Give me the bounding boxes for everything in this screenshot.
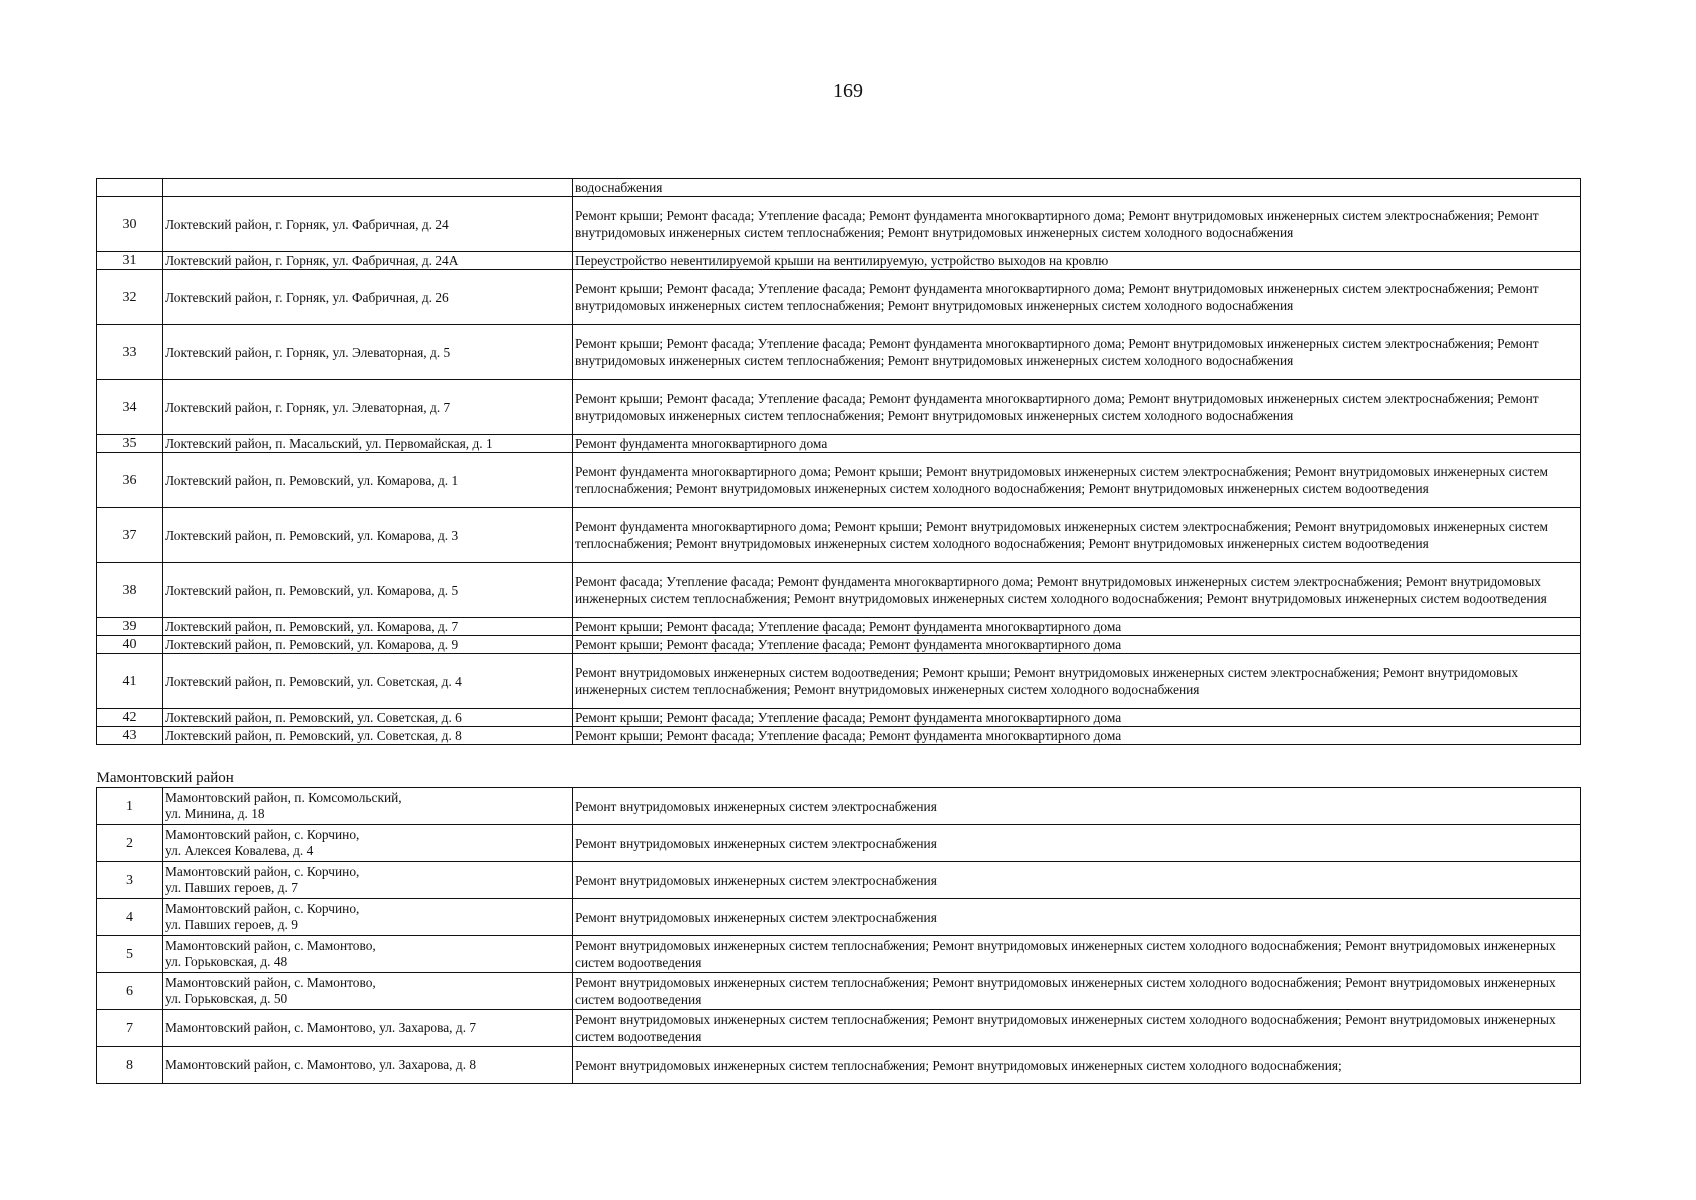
loktevsky-rows <box>97 179 1581 745</box>
address-cell <box>163 862 573 899</box>
row-number: 5 <box>97 936 163 973</box>
works-cell: Ремонт крыши; Ремонт фасада; Утепление фасада; Ремонт фундамента многоквартирного дома; Ремонт внутридомовых инженерных систем электроснабжения; Ремонт внутридомовых инженерных систем теплоснабжения; Ремонт внутридомовых инженерных систем холодного водоснабжения <box>573 197 1581 252</box>
address-cell: Локтевский район, г. Горняк, ул. Элеваторная, д. 7 <box>163 380 573 435</box>
address-cell: Локтевский район, п. Ремовский, ул. Комарова, д. 9 <box>163 636 573 654</box>
table-row <box>97 788 1581 825</box>
works-cell: Ремонт крыши; Ремонт фасада; Утепление фасада; Ремонт фундамента многоквартирного дома; Ремонт внутридомовых инженерных систем электроснабжения; Ремонт внутридомовых инженерных систем теплоснабжения; Ремонт внутридомовых инженерных систем холодного водоснабжения <box>573 325 1581 380</box>
works-cell: Ремонт фундамента многоквартирного дома; Ремонт крыши; Ремонт внутридомовых инженерных систем электроснабжения; Ремонт внутридомовых инженерных систем теплоснабжения; Ремонт внутридомовых инженерных систем холодного водоснабжения; Ремонт внутридомовых инженерных систем водоотведения <box>573 453 1581 508</box>
address-cell <box>163 899 573 936</box>
address-line: Мамонтовский район, с. Корчино, <box>165 901 360 916</box>
table-row <box>97 618 1581 636</box>
row-number: 35 <box>97 435 163 453</box>
address-line: Мамонтовский район, с. Мамонтово, <box>165 938 376 953</box>
row-number: 30 <box>97 197 163 252</box>
row-number: 34 <box>97 380 163 435</box>
address-cell: Локтевский район, п. Ремовский, ул. Советская, д. 4 <box>163 654 573 709</box>
table-row <box>97 270 1581 325</box>
row-number: 3 <box>97 862 163 899</box>
table-row <box>97 899 1581 936</box>
row-number: 33 <box>97 325 163 380</box>
address-cell: Локтевский район, г. Горняк, ул. Фабричная, д. 24 <box>163 197 573 252</box>
works-cell: Ремонт внутридомовых инженерных систем теплоснабжения; Ремонт внутридомовых инженерных систем холодного водоснабжения; Ремонт внутридомовых инженерных систем водоотведения <box>573 1010 1581 1047</box>
address-line: ул. Алексея Ковалева, д. 4 <box>165 843 314 858</box>
address-line: ул. Павших героев, д. 7 <box>165 880 298 895</box>
works-cell: Ремонт крыши; Ремонт фасада; Утепление фасада; Ремонт фундамента многоквартирного дома; Ремонт внутридомовых инженерных систем электроснабжения; Ремонт внутридомовых инженерных систем теплоснабжения; Ремонт внутридомовых инженерных систем холодного водоснабжения <box>573 380 1581 435</box>
address-cell <box>163 936 573 973</box>
table-row <box>97 709 1581 727</box>
spacer-cell <box>97 745 1581 770</box>
works-cell: Ремонт внутридомовых инженерных систем теплоснабжения; Ремонт внутридомовых инженерных систем холодного водоснабжения; <box>573 1047 1581 1084</box>
address-cell <box>163 179 573 197</box>
address-line: ул. Горьковская, д. 50 <box>165 991 288 1006</box>
address-cell: Локтевский район, г. Горняк, ул. Фабричная, д. 26 <box>163 270 573 325</box>
row-number: 7 <box>97 1010 163 1047</box>
table-row <box>97 252 1581 270</box>
row-number: 43 <box>97 727 163 745</box>
works-cell: Ремонт крыши; Ремонт фасада; Утепление фасада; Ремонт фундамента многоквартирного дома <box>573 727 1581 745</box>
row-number: 37 <box>97 508 163 563</box>
address-line: Мамонтовский район, с. Мамонтово, ул. Захарова, д. 7 <box>165 1020 477 1035</box>
address-line: ул. Горьковская, д. 48 <box>165 954 288 969</box>
address-cell <box>163 1047 573 1084</box>
address-cell: Локтевский район, п. Ремовский, ул. Комарова, д. 1 <box>163 453 573 508</box>
table-row <box>97 197 1581 252</box>
table-row <box>97 179 1581 197</box>
works-cell: Ремонт внутридомовых инженерных систем электроснабжения <box>573 862 1581 899</box>
address-line: Мамонтовский район, с. Мамонтово, <box>165 975 376 990</box>
document-sheet <box>96 178 1580 1084</box>
page-number: 169 <box>833 80 863 102</box>
table-row <box>97 727 1581 745</box>
works-cell: Ремонт фундамента многоквартирного дома; Ремонт крыши; Ремонт внутридомовых инженерных систем электроснабжения; Ремонт внутридомовых инженерных систем теплоснабжения; Ремонт внутридомовых инженерных систем холодного водоснабжения; Ремонт внутридомовых инженерных систем водоотведения <box>573 508 1581 563</box>
address-cell <box>163 973 573 1010</box>
works-cell: Ремонт внутридомовых инженерных систем электроснабжения <box>573 825 1581 862</box>
table-row <box>97 825 1581 862</box>
repair-table <box>96 178 1581 1084</box>
works-cell: Ремонт крыши; Ремонт фасада; Утепление фасада; Ремонт фундамента многоквартирного дома <box>573 636 1581 654</box>
table-row <box>97 435 1581 453</box>
row-number: 40 <box>97 636 163 654</box>
address-line: Мамонтовский район, с. Корчино, <box>165 827 360 842</box>
region-heading-row <box>97 769 1581 788</box>
section-spacer <box>97 745 1581 770</box>
address-line: Мамонтовский район, с. Корчино, <box>165 864 360 879</box>
row-number: 8 <box>97 1047 163 1084</box>
address-cell: Локтевский район, п. Ремовский, ул. Комарова, д. 7 <box>163 618 573 636</box>
row-number: 6 <box>97 973 163 1010</box>
table-row <box>97 862 1581 899</box>
address-cell: Локтевский район, п. Ремовский, ул. Комарова, д. 3 <box>163 508 573 563</box>
works-cell: Переустройство невентилируемой крыши на вентилируемую, устройство выходов на кровлю <box>573 252 1581 270</box>
address-line: Мамонтовский район, п. Комсомольский, <box>165 790 402 805</box>
works-cell: Ремонт внутридомовых инженерных систем теплоснабжения; Ремонт внутридомовых инженерных систем холодного водоснабжения; Ремонт внутридомовых инженерных систем водоотведения <box>573 973 1581 1010</box>
works-cell: Ремонт внутридомовых инженерных систем электроснабжения <box>573 899 1581 936</box>
row-number: 38 <box>97 563 163 618</box>
works-cell: Ремонт крыши; Ремонт фасада; Утепление фасада; Ремонт фундамента многоквартирного дома <box>573 618 1581 636</box>
works-cell: Ремонт крыши; Ремонт фасада; Утепление фасада; Ремонт фундамента многоквартирного дома <box>573 709 1581 727</box>
works-cell: Ремонт фундамента многоквартирного дома <box>573 435 1581 453</box>
row-number: 36 <box>97 453 163 508</box>
table-row <box>97 1047 1581 1084</box>
table-row <box>97 563 1581 618</box>
region-section <box>97 745 1581 788</box>
table-row <box>97 325 1581 380</box>
address-cell: Локтевский район, п. Ремовский, ул. Советская, д. 8 <box>163 727 573 745</box>
table-row <box>97 636 1581 654</box>
works-cell: водоснабжения <box>573 179 1581 197</box>
mamontovsky-rows <box>97 788 1581 1084</box>
table-row <box>97 380 1581 435</box>
address-line: ул. Минина, д. 18 <box>165 806 265 821</box>
row-number: 31 <box>97 252 163 270</box>
address-cell <box>163 788 573 825</box>
works-cell: Ремонт внутридомовых инженерных систем электроснабжения <box>573 788 1581 825</box>
address-cell <box>163 825 573 862</box>
row-number: 4 <box>97 899 163 936</box>
row-number <box>97 179 163 197</box>
table-row <box>97 936 1581 973</box>
row-number: 39 <box>97 618 163 636</box>
table-row <box>97 973 1581 1010</box>
works-cell: Ремонт внутридомовых инженерных систем водоотведения; Ремонт крыши; Ремонт внутридомовых инженерных систем электроснабжения; Ремонт внутридомовых инженерных систем теплоснабжения; Ремонт внутридомовых инженерных систем холодного водоснабжения <box>573 654 1581 709</box>
address-line: Мамонтовский район, с. Мамонтово, ул. Захарова, д. 8 <box>165 1057 477 1072</box>
row-number: 2 <box>97 825 163 862</box>
address-cell: Локтевский район, п. Ремовский, ул. Советская, д. 6 <box>163 709 573 727</box>
region-heading: Мамонтовский район <box>97 769 1581 788</box>
address-cell: Локтевский район, г. Горняк, ул. Фабричная, д. 24А <box>163 252 573 270</box>
row-number: 41 <box>97 654 163 709</box>
address-line: ул. Павших героев, д. 9 <box>165 917 298 932</box>
table-row <box>97 1010 1581 1047</box>
works-cell: Ремонт внутридомовых инженерных систем теплоснабжения; Ремонт внутридомовых инженерных систем холодного водоснабжения; Ремонт внутридомовых инженерных систем водоотведения <box>573 936 1581 973</box>
address-cell: Локтевский район, г. Горняк, ул. Элеваторная, д. 5 <box>163 325 573 380</box>
address-cell <box>163 1010 573 1047</box>
address-cell: Локтевский район, п. Масальский, ул. Первомайская, д. 1 <box>163 435 573 453</box>
address-cell: Локтевский район, п. Ремовский, ул. Комарова, д. 5 <box>163 563 573 618</box>
table-row <box>97 508 1581 563</box>
works-cell: Ремонт фасада; Утепление фасада; Ремонт фундамента многоквартирного дома; Ремонт внутридомовых инженерных систем электроснабжения; Ремонт внутридомовых инженерных систем теплоснабжения; Ремонт внутридомовых инженерных систем холодного водоснабжения; Ремонт внутридомовых инженерных систем водоотведения <box>573 563 1581 618</box>
table-row <box>97 453 1581 508</box>
row-number: 42 <box>97 709 163 727</box>
table-row <box>97 654 1581 709</box>
row-number: 32 <box>97 270 163 325</box>
row-number: 1 <box>97 788 163 825</box>
works-cell: Ремонт крыши; Ремонт фасада; Утепление фасада; Ремонт фундамента многоквартирного дома; Ремонт внутридомовых инженерных систем электроснабжения; Ремонт внутридомовых инженерных систем теплоснабжения; Ремонт внутридомовых инженерных систем холодного водоснабжения <box>573 270 1581 325</box>
